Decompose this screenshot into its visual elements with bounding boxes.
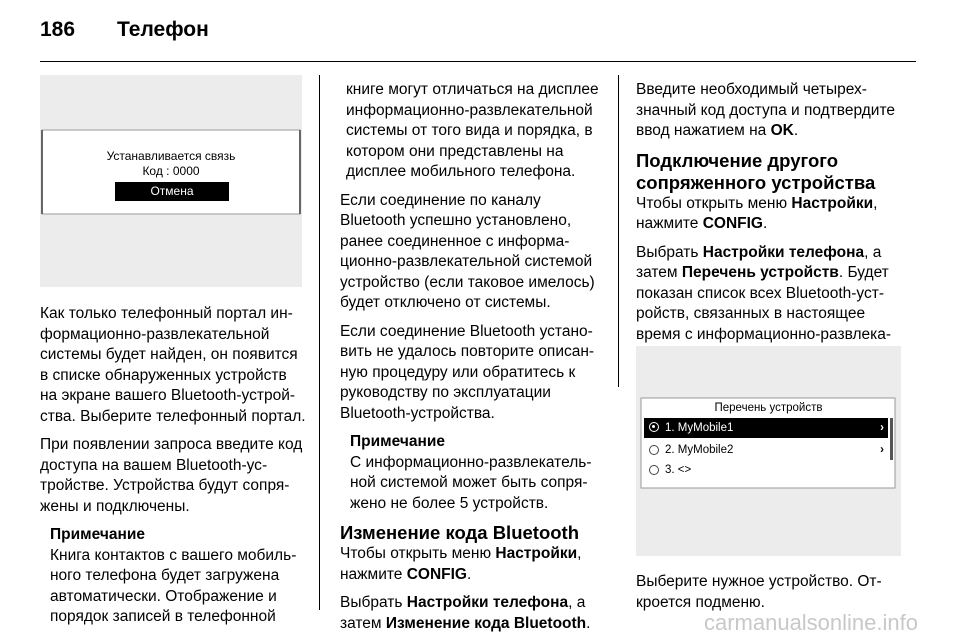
screenshot-connecting bbox=[40, 75, 302, 287]
page-number: 186 bbox=[40, 18, 76, 41]
access-code: Код : 0000 bbox=[142, 164, 200, 178]
note-text: С информационно-развлекательной системой может быть сопряжено не более 5 устройств. bbox=[350, 453, 592, 512]
radio-icon bbox=[649, 445, 659, 455]
screenshot-device-list bbox=[636, 346, 901, 556]
note-continued: книге могут отличаться на дисплее информационно-развлекательной системы от того вида и порядка, в котором они представлены на дисплее мобильного телефона. bbox=[346, 81, 599, 180]
cancel-button[interactable]: Отмена bbox=[115, 182, 229, 201]
note-title: Примечание bbox=[50, 526, 145, 543]
device-list-title: Перечень устройств bbox=[714, 402, 823, 414]
device-item-selected[interactable] bbox=[644, 418, 888, 438]
paragraph: Выбрать Настройки телефона, а затем Изменение кода Bluetooth. bbox=[340, 594, 591, 632]
radio-icon bbox=[649, 465, 659, 475]
section-heading: Подключение другого сопряженного устройства bbox=[636, 149, 876, 193]
chevron-right-icon: › bbox=[880, 444, 884, 456]
page-title: Телефон bbox=[117, 18, 209, 41]
header-rule bbox=[40, 61, 916, 62]
paragraph: Как только телефонный портал информационно-развлекательной системы будет найден, он появится в списке обнаруженных устройств на экране вашего Bluetooth-устройства. Выберите телефонный портал. bbox=[40, 305, 306, 425]
column-1 bbox=[40, 304, 306, 636]
device-label: 1. MyMobile1 bbox=[665, 422, 734, 434]
note-text: Книга контактов с вашего мобильного телефона будет загружена автоматически. Отображение и порядок записей в телефонной bbox=[50, 546, 297, 625]
device-label: 3. <> bbox=[665, 464, 692, 476]
paragraph: При появлении запроса введите код доступа на вашем Bluetooth-устройстве. Устройства будут сопряжены и подключены. bbox=[40, 436, 303, 515]
device-label: 2. MyMobile2 bbox=[665, 444, 734, 456]
chevron-right-icon: › bbox=[880, 422, 884, 434]
column-divider-1 bbox=[319, 75, 320, 610]
paragraph: Выбрать Настройки телефона, а затем Перечень устройств. Будет показан список всех Bluetooth-устройств, связанных в настоящее время с информационно-развлека bbox=[636, 243, 892, 343]
column-divider-2 bbox=[618, 75, 619, 387]
column-3 bbox=[636, 80, 904, 374]
column-2 bbox=[340, 80, 604, 642]
paragraph: Чтобы открыть меню Настройки, нажмите CONFIG. bbox=[636, 194, 878, 232]
paragraph: Чтобы открыть меню Настройки, нажмите CONFIG. bbox=[340, 545, 582, 583]
device-item[interactable] bbox=[644, 440, 888, 460]
connecting-status: Устанавливается связь bbox=[106, 149, 236, 163]
paragraph: Если соединение Bluetooth установить не удалось повторите описанную процедуру или обратитесь к руководству по эксплуатации Bluetooth-устройства. bbox=[340, 322, 595, 422]
note bbox=[350, 432, 604, 514]
watermark: carmanualsonline.info bbox=[703, 610, 918, 635]
display-frame bbox=[40, 75, 302, 287]
note bbox=[50, 525, 306, 628]
note-title: Примечание bbox=[350, 433, 445, 450]
radio-selected-icon bbox=[649, 422, 659, 432]
paragraph: Если соединение по каналу Bluetooth успешно установлено, ранее соединенное с информационно-развлекательной системой устройство (если таковое имелось) будет отключено от системы. bbox=[340, 191, 595, 311]
section-heading: Изменение кода Bluetooth bbox=[340, 522, 580, 543]
scrollbar[interactable] bbox=[890, 418, 893, 460]
device-item[interactable] bbox=[644, 460, 888, 480]
paragraph: Выберите нужное устройство. Откроется подменю. bbox=[636, 573, 882, 611]
paragraph: Введите необходимый четырехзначный код доступа и подтвердите ввод нажатием на OK. bbox=[636, 81, 896, 139]
